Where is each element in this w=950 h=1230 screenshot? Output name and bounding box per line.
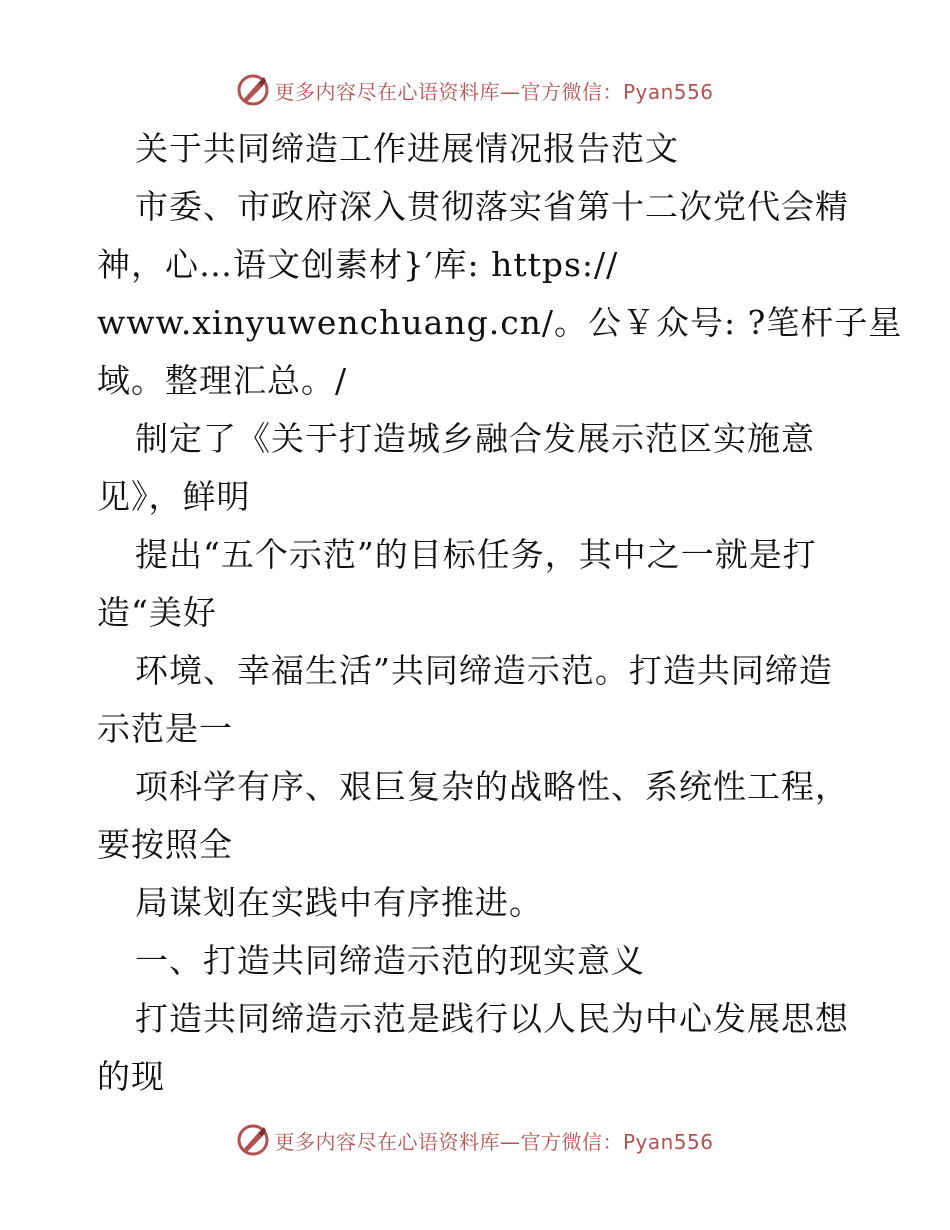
paragraph-line: 造“美好 [97,593,217,632]
paragraph-line: 见》，鲜明 [97,477,251,516]
paragraph-line: 打造共同缔造示范是践行以人民为中心发展思想 [135,999,849,1038]
paragraph-line: 神，心…语文创素材}′库: https:// [97,245,619,284]
footer-banner [0,1120,950,1160]
header-banner-text: 更多内容尽在心语资料库—官方微信：Pyan556 [274,79,714,104]
header-banner [0,70,950,110]
footer-banner-text: 更多内容尽在心语资料库—官方微信：Pyan556 [274,1129,714,1154]
paragraph-line: 的现 [97,1057,165,1096]
pen-circle-logo-icon [236,73,270,107]
paragraph-line: 提出“五个示范”的目标任务，其中之一就是打 [135,535,817,574]
paragraph-line: 局谋划在实践中有序推进。 [135,883,543,922]
document-title: 关于共同缔造工作进展情况报告范文 [135,129,679,168]
paragraph-line: www.xinyuwenchuang.cn/。公￥众号: ?笔杆子星 [97,303,903,342]
paragraph-line: 要按照全 [97,825,233,864]
pen-circle-logo-icon [236,1123,270,1157]
paragraph-line: 项科学有序、艰巨复杂的战略性、系统性工程， [135,767,849,806]
paragraph-line: 域。整理汇总。/ [97,361,348,400]
paragraph-line: 市委、市政府深入贯彻落实省第十二次党代会精 [135,187,849,226]
paragraph-line: 环境、幸福生活”共同缔造示范。打造共同缔造 [135,651,833,690]
section-heading: 一、打造共同缔造示范的现实意义 [135,941,645,980]
paragraph-line: 制定了《关于打造城乡融合发展示范区实施意 [135,419,815,458]
paragraph-line: 示范是一 [97,709,233,748]
document-body [97,120,903,1106]
